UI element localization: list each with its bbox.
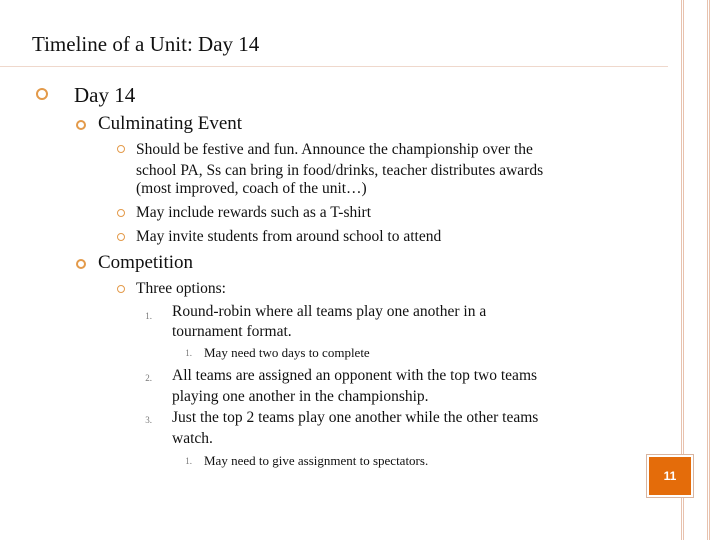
- list-number: 1.: [185, 348, 192, 358]
- bullet-circle-icon: [117, 233, 125, 241]
- bullet-circle-icon: [76, 120, 86, 130]
- option-text: All teams are assigned an opponent with the top two teams: [172, 367, 538, 384]
- bullet-text: Should be festive and fun. Announce the championship over the: [136, 141, 533, 158]
- bullet-circle-icon: [117, 209, 125, 217]
- bullet-circle-icon: [117, 145, 125, 153]
- page-number-badge: 11: [647, 455, 693, 497]
- title-divider: [0, 66, 668, 67]
- bullet-text: May invite students from around school to attend: [136, 228, 442, 245]
- option-text: tournament format.: [172, 323, 292, 340]
- option-text: watch.: [172, 430, 213, 447]
- list-number: 1.: [145, 311, 152, 321]
- decor-rule: [709, 0, 710, 540]
- section-heading-culminating: Culminating Event: [98, 113, 243, 134]
- bullet-text: May include rewards such as a T-shirt: [136, 204, 372, 221]
- bullet-circle-icon: [76, 259, 86, 269]
- subnote-text: May need two days to complete: [204, 345, 370, 360]
- bullet-text: (most improved, coach of the unit…): [136, 180, 367, 197]
- option-text: Just the top 2 teams play one another while the other teams: [172, 409, 539, 426]
- list-number: 1.: [185, 456, 192, 466]
- option-text: Round-robin where all teams play one another in a: [172, 303, 487, 320]
- decor-rule: [707, 0, 708, 540]
- list-number: 2.: [145, 373, 152, 383]
- option-text: playing one another in the championship.: [172, 388, 429, 405]
- bullet-circle-icon: [36, 88, 48, 100]
- bullet-text: Three options:: [136, 280, 226, 297]
- section-heading-competition: Competition: [98, 252, 193, 273]
- subnote-text: May need to give assignment to spectators.: [204, 453, 429, 468]
- list-number: 3.: [145, 415, 152, 425]
- slide-title: Timeline of a Unit: Day 14: [32, 32, 260, 56]
- bullet-circle-icon: [117, 285, 125, 293]
- bullet-text: school PA, Ss can bring in food/drinks, teacher distributes awards: [136, 162, 544, 179]
- level1-heading: Day 14: [74, 83, 136, 107]
